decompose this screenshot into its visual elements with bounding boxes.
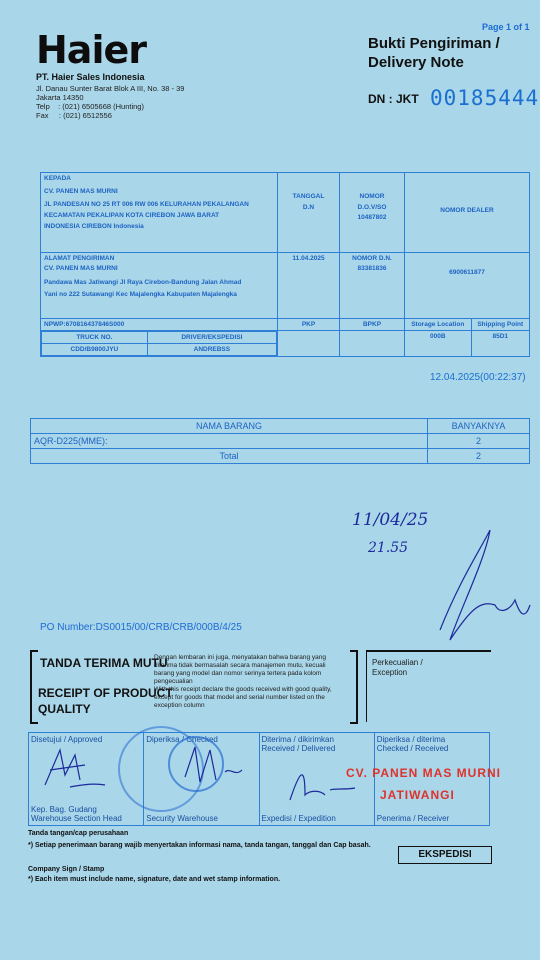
delivered-role: Expedisi / Expedition	[261, 814, 336, 823]
nomor-dn-cell	[340, 253, 405, 319]
checked-label: Diperiksa / Checked	[146, 735, 218, 744]
checked-role: Security Warehouse	[146, 814, 218, 823]
dealer-cell	[405, 173, 530, 253]
ship-name: CV. PANEN MAS MURNI	[44, 265, 118, 272]
pkp-label: PKP	[301, 321, 316, 328]
col-banyaknya: BANYAKNYA	[428, 419, 530, 434]
driver-value: ANDREBSS	[147, 344, 276, 356]
company-stamp	[346, 766, 501, 802]
approved-role-en: Warehouse Section Head	[31, 814, 122, 823]
shipping-value: 85D1	[492, 333, 509, 340]
footer-line-1: Tanda tangan/cap perusahaan	[28, 830, 129, 837]
tanggal-label: TANGGAL	[292, 193, 325, 200]
nomor-dn-label: NOMOR D.N.	[352, 255, 392, 262]
received-label: Diperiksa / diterima	[376, 735, 446, 744]
recipient-name: CV. PANEN MAS MURNI	[44, 188, 118, 195]
dn-number: 00185444	[430, 86, 540, 110]
storage-label: Storage Location	[411, 321, 465, 328]
document-title-id: Bukti Pengiriman /	[368, 35, 500, 52]
document-title-en: Delivery Note	[368, 54, 464, 71]
ekspedisi-badge: EKSPEDISI	[398, 846, 492, 864]
handwritten-time: 21.55	[368, 540, 409, 556]
po-number: PO Number:DS0015/00/CRB/CRB/000B/4/25	[40, 622, 242, 633]
table-row	[31, 434, 530, 449]
quality-receipt	[30, 648, 488, 728]
total-row	[31, 449, 530, 464]
total-label: Total	[31, 449, 428, 464]
checked-signature-icon	[180, 742, 250, 792]
nomor-cell	[340, 173, 405, 253]
approved-role	[31, 805, 122, 823]
item-name: AQR-D225(MME):	[31, 434, 428, 449]
nomor-value-2: 10487802	[357, 214, 387, 221]
received-label-2: Checked / Received	[376, 744, 449, 753]
stamp-line-2: JATIWANGI	[380, 788, 455, 802]
kepada-label: KEPADA	[44, 175, 71, 182]
print-timestamp: 12.04.2025(00:22:37)	[430, 372, 526, 383]
truck-label: TRUCK NO.	[42, 332, 148, 344]
total-qty: 2	[428, 449, 530, 464]
receipt-title-2: QUALITY	[38, 702, 91, 716]
storage-cell	[405, 319, 472, 331]
driver-label: DRIVER/EKSPEDISI	[147, 332, 276, 344]
col-nama-barang: NAMA BARANG	[31, 419, 428, 434]
footer-line-4: *) Each item must include name, signature, date and wet stamp information.	[28, 876, 281, 883]
exception-label-en: Exception	[372, 668, 408, 677]
recipient-cell	[41, 173, 278, 253]
document-title	[368, 34, 500, 72]
ship-address-1: Pandawa Mas Jatiwangi Jl Raya Cirebon-Bandung Jalan Ahmad	[44, 279, 242, 286]
date-cell	[278, 253, 340, 319]
ship-label: ALAMAT PENGIRIMAN	[44, 255, 115, 262]
nomor-value-1: D.O.V/SO	[357, 204, 387, 211]
truck-value: CDD/B9800JYU	[42, 344, 148, 356]
stamp-line-1: CV. PANEN MAS MURNI	[346, 766, 502, 780]
ship-address-2: Yani no 222 Sutawangi Kec Majalengka Kabupaten Majalengka	[44, 291, 237, 298]
bpkp-value-cell	[340, 331, 405, 357]
haier-logo: Haier	[36, 28, 146, 72]
shipping-label: Shipping Point	[477, 321, 524, 328]
dn-label: DN : JKT	[368, 92, 419, 106]
approved-role-id: Kep. Bag. Gudang	[31, 805, 97, 814]
header-info-table	[40, 172, 530, 357]
recipient-address-2: KECAMATAN PEKALIPAN KOTA CIREBON JAWA BARAT	[44, 212, 220, 219]
npwp-cell	[41, 319, 278, 331]
nomor-label: NOMOR	[359, 193, 385, 200]
shipping-cell	[471, 319, 530, 331]
recipient-address-3: INDONESIA CIREBON Indonesia	[44, 223, 144, 230]
storage-value: 000B	[429, 333, 446, 340]
received-role: Penerima / Receiver	[376, 814, 450, 823]
bpkp-label: BPKP	[362, 321, 382, 328]
bpkp-cell	[340, 319, 405, 331]
page-badge: Page 1 of 1	[482, 22, 530, 32]
dealer-value: 6900611877	[449, 269, 485, 276]
approved-label: Disetujui / Approved	[31, 735, 103, 744]
dn-date: 11.04.2025	[292, 255, 325, 262]
receipt-title: RECEIPT OF PRODUCT	[38, 686, 173, 700]
company-name: PT. Haier Sales Indonesia	[36, 72, 145, 82]
exception-label	[372, 658, 423, 678]
delivered-label-2: Received / Delivered	[261, 744, 336, 753]
items-table	[30, 418, 530, 464]
tanggal-cell	[278, 173, 340, 253]
footer-line-2: *) Setiap penerimaan barang wajib menyertakan informasi nama, tanda tangan, tanggal dan Cap basah.	[28, 842, 371, 849]
tanda-terima-title: TANDA TERIMA MUTU	[40, 656, 168, 670]
company-address: Jl. Danau Sunter Barat Blok A III, No. 38 - 39 Jakarta 14350 Telp : (021) 6505668 (Hunting) Fax : (021) 6512556	[36, 84, 185, 120]
shipping-address-cell	[41, 253, 278, 319]
nomor-dn-value: 83381836	[357, 265, 387, 272]
footer-line-3: Company Sign / Stamp	[28, 866, 105, 873]
exception-label-id: Perkecualian /	[372, 658, 423, 667]
pkp-cell	[278, 319, 340, 331]
recipient-address-1: JL PANDESAN NO 25 RT 006 RW 006 KELURAHAN PEKALANGAN	[44, 201, 249, 208]
storage-value-cell	[405, 331, 472, 357]
item-qty: 2	[428, 434, 530, 449]
approved-signature-icon	[40, 745, 110, 795]
npwp: NPWP:670816437846S000	[44, 321, 125, 328]
truck-driver-cell	[41, 331, 278, 357]
dealer-value-cell	[405, 253, 530, 319]
shipping-value-cell	[471, 331, 530, 357]
delivered-label: Diterima / dikirimkan	[261, 735, 334, 744]
handwritten-signature-icon	[420, 520, 540, 650]
pkp-value-cell	[278, 331, 340, 357]
dealer-label: NOMOR DEALER	[440, 207, 494, 214]
receipt-text: With this receipt declare the goods received with good quality, except for goods that model and serial number listed on the exception column	[154, 686, 332, 709]
tanda-terima-text: Dengan lembaran ini juga, menyatakan bahwa barang yang diterima tidak bermasalah secara manajemen mutu, kecuali barang yang model dan nomor serinya tertera pada kolom pengecualian	[154, 654, 327, 685]
handwritten-date: 11/04/25	[352, 510, 429, 530]
tanggal-value: D.N	[302, 204, 315, 211]
